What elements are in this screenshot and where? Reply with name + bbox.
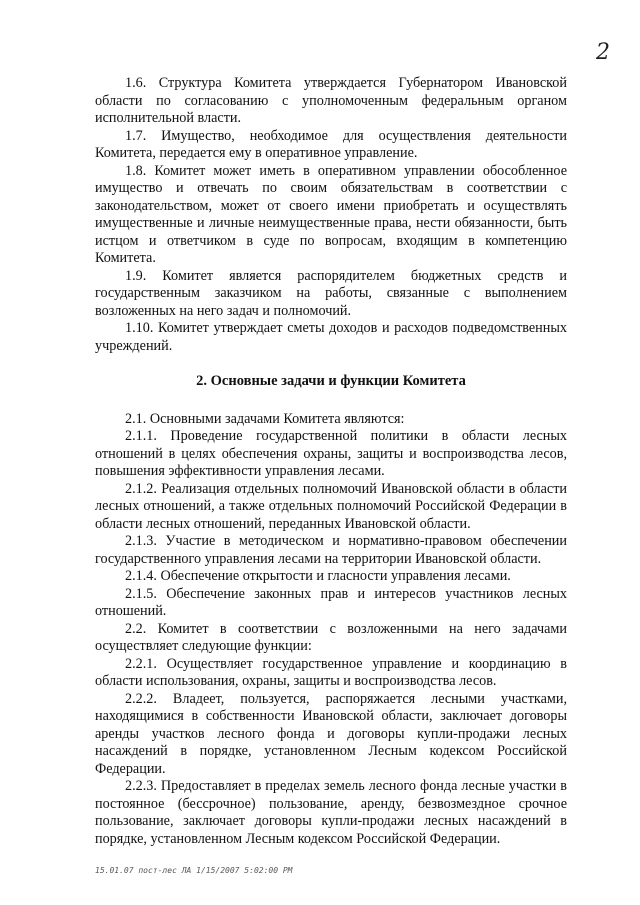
paragraph-1-10: 1.10. Комитет утверждает сметы доходов и расходов подведомственных учреждений. [95, 320, 567, 354]
paragraph-2-2: 2.2. Комитет в соответствии с возложенными на него задачами осуществляет следующие функции: [95, 620, 567, 654]
paragraph-2-2-2: 2.2.2. Владеет, пользуется, распоряжается лесными участками, находящимися в собственности Ивановской области, заключает договоры аренды участков лесного фонда и договоры купли-продажи лесных насаждений в порядке, установленном Лесным кодексом Российской Федерации. [95, 690, 567, 777]
section-heading: 2. Основные задачи и функции Комитета [196, 373, 466, 389]
paragraph-2-1-3: 2.1.3. Участие в методическом и нормативно-правовом обеспечении государственного управления лесами на территории Ивановской области. [95, 533, 567, 567]
paragraph-1-8: 1.8. Комитет может иметь в оперативном управлении обособленное имущество и отвечать по своим обязательствам в соответствии с законодательством, может от своего имени приобретать и осуществлять имущественные и личные неимущественные права, нести обязанности, быть истцом и ответчиком в суде по вопросам, входящим в компетенцию Комитета. [95, 162, 567, 266]
paragraph-2-1-5: 2.1.5. Обеспечение законных прав и интересов участников лесных отношений. [95, 585, 567, 619]
paragraph-1-9: 1.9. Комитет является распорядителем бюджетных средств и государственным заказчиком на работы, связанные с выполнением возложенных на него задач и полномочий. [95, 267, 567, 319]
paragraph-1-6: 1.6. Структура Комитета утверждается Губернатором Ивановской области по согласованию с уполномоченным федеральным органом исполнительной власти. [95, 75, 567, 126]
paragraph-2-2-3: 2.2.3. Предоставляет в пределах земель лесного фонда лесные участки в постоянное (бессрочное) пользование, аренду, безвозмездное срочное пользование, заключает договоры купли-продажи лесных насаждений в порядке, установленном Лесным кодексом Российской Федерации. [95, 778, 567, 847]
document-footer: 15.01.07 пост-лес ЛА 1/15/2007 5:02:00 PM [95, 866, 293, 875]
paragraph-1-7: 1.7. Имущество, необходимое для осуществления деятельности Комитета, передается ему в оперативное управление. [95, 127, 567, 161]
paragraph-2-2-1: 2.2.1. Осуществляет государственное управление и координацию в области использования, охраны, защиты и воспроизводства лесов. [95, 655, 567, 689]
paragraph-2-1-4: 2.1.4. Обеспечение открытости и гласности управления лесами. [125, 568, 511, 584]
paragraph-2-1-1: 2.1.1. Проведение государственной политики в области лесных отношений в целях обеспечения охраны, защиты и воспроизводства лесов, повышения эффективности управления лесами. [95, 428, 567, 479]
paragraph-2-1: 2.1. Основными задачами Комитета являются: [125, 410, 405, 427]
page-number: 2 [596, 40, 610, 65]
document-body [95, 75, 567, 848]
paragraph-2-1-2: 2.1.2. Реализация отдельных полномочий Ивановской области в области лесных отношений, а также отдельных полномочий Российской Федерации в области лесных отношений, переданных Ивановской области. [95, 480, 567, 532]
